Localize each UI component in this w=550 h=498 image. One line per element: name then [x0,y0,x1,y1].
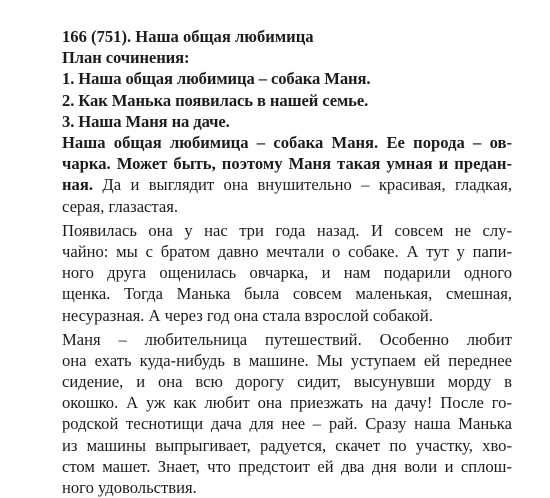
essay-paragraph-1 [62,132,512,217]
plan-item-1: 1. Наша общая любимица – собака Маня. [62,69,371,89]
paragraph-line: из машины выпрыгивает, радуется, скачет по участку, хво- [62,435,512,455]
paragraph-line: она ехать куда-нибудь в машине. Мы уступаем ей переднее [62,350,512,370]
plan-item-3: 3. Наша Маня на даче. [62,111,230,131]
bold-fragment: ная. [62,175,93,195]
paragraph-line: щенка. Тогда Манька была совсем маленькая, смешная, [62,284,512,304]
plan-label: План сочинения: [62,48,190,68]
paragraph-line: Наша общая любимица – собака Маня. Ее порода – ов- [62,133,512,153]
exercise-number: 166 (751). [62,27,132,46]
exercise-heading [62,26,512,47]
paragraph-line: Маня – любительница путешествий. Особенно любит [62,329,512,349]
exercise-title: Наша общая любимица [135,27,314,46]
paragraph-line: стом машет. Знает, что предстоит ей два дня воли и сплош- [62,456,512,476]
paragraph-line: несуразная. А через год она стала взрослой собакой. [62,305,433,325]
paragraph-line [62,174,512,195]
paragraph-line: ного друга ощенилась овчарка, и нам подарили одного [62,263,512,283]
essay-paragraph-3 [62,329,512,498]
paragraph-line: чарка. Может быть, поэтому Маня такая умная и предан- [62,154,512,174]
paragraph-line: Появилась она у нас три года назад. И совсем не слу- [62,220,512,240]
paragraph-line: чайно: мы с братом давно мечтали о собаке. А тут у папи- [62,241,512,261]
paragraph-line: родской теснотищи дача для нее – рай. Сразу наша Манька [62,414,512,434]
paragraph-line: ного удовольствия. [62,478,197,498]
paragraph-line-rest: Да и выглядит она внушительно – красивая, гладкая, [102,175,512,195]
paragraph-line: сидение, и она всю дорогу сидит, высунувши морду в [62,372,512,392]
paragraph-line: окошко. А уж как любит она приезжать на дачу! После го- [62,393,512,413]
essay-paragraph-2 [62,220,512,326]
plan-item-2: 2. Как Манька появилась в нашей семье. [62,90,369,110]
paragraph-line: серая, глазастая. [62,196,179,216]
document-page [62,26,512,498]
